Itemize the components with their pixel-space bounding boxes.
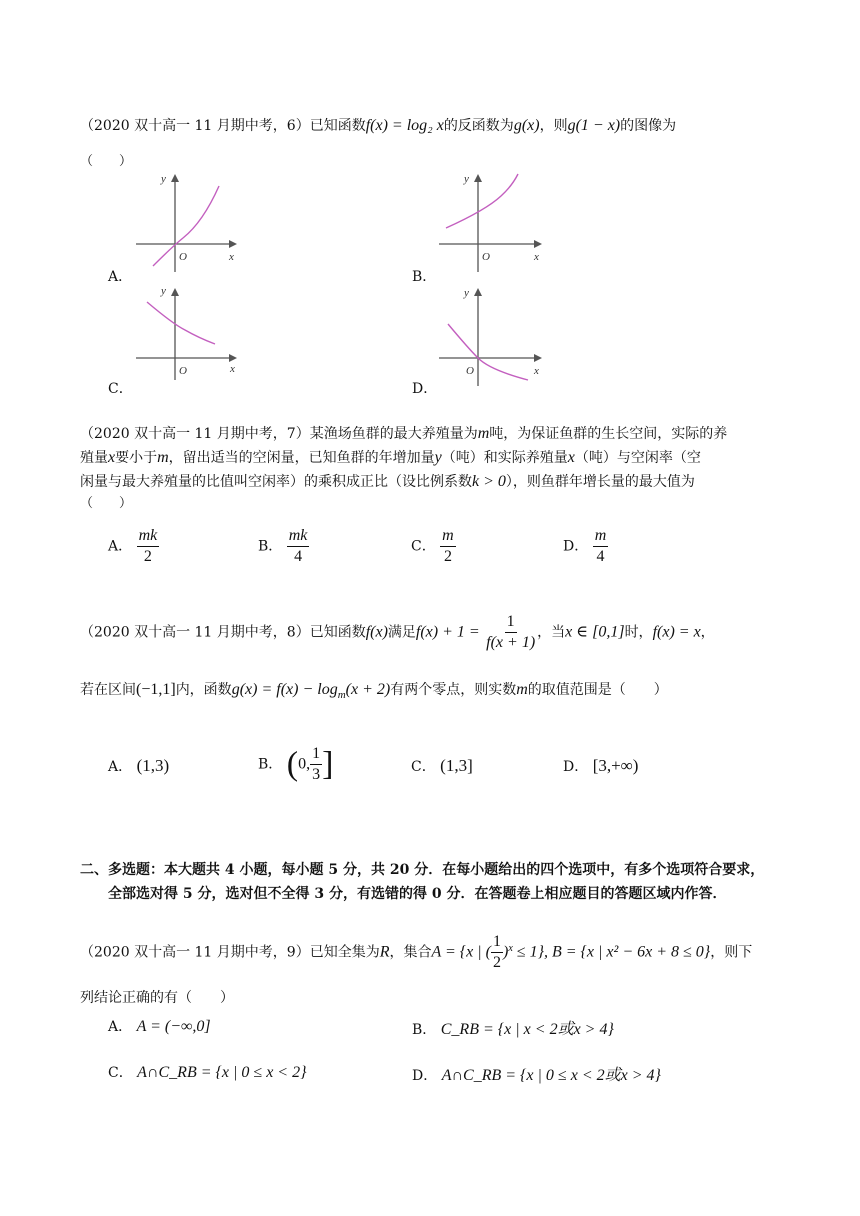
q8-option-b-label: B． — [258, 756, 283, 773]
q9-half-frac — [491, 932, 503, 973]
q7-option-c — [411, 526, 456, 567]
frac-num: 1 — [491, 932, 503, 953]
frac-num: m — [593, 526, 609, 547]
frac-den: 2 — [493, 954, 501, 971]
q9-line2: 列结论正确的有（ ） — [80, 990, 234, 1006]
q6-graph-c — [133, 282, 245, 382]
frac-den: 4 — [596, 548, 605, 565]
q7-line1 — [80, 422, 727, 446]
origin-label: O — [179, 251, 187, 263]
q8-option-c-label: C． — [411, 759, 436, 775]
q8-mid: 满足 — [387, 624, 416, 641]
axis-y-label: y — [161, 285, 166, 297]
q9-var-r: R — [379, 943, 390, 961]
q8-gtail: (x + 2) — [345, 681, 391, 698]
q8-frac — [484, 612, 537, 653]
q7-var-m-2: m — [157, 449, 169, 466]
axis-x-label: x — [229, 251, 234, 263]
q9-set-tail: ≤ 1}, B = {x | x² − 6x + 8 ≤ 0} — [512, 943, 711, 961]
q7-var-m: m — [477, 425, 490, 442]
frac-den: f(x + 1) — [486, 634, 536, 651]
q8-option-a — [108, 756, 169, 776]
q8-option-b-pre: 0, — [298, 755, 311, 773]
q8-text-2d: 的取值范围是（ ） — [527, 682, 668, 698]
q7-text-1b: 吨，为保证鱼群的生长空间，实际的养 — [489, 426, 728, 442]
q8-when: ，当 — [537, 624, 566, 641]
q9-set-a-pre: A = {x | ( — [431, 943, 491, 961]
q8-option-c-value: (1,3] — [440, 756, 473, 775]
q6-option-b-label: B． — [412, 269, 437, 285]
q7-option-d-label: D． — [563, 538, 589, 555]
axis-y-label: y — [464, 287, 469, 299]
q9-option-d-label: D． — [412, 1068, 438, 1084]
axis-x-label: x — [230, 363, 235, 375]
q6-option-d-label: D． — [412, 381, 438, 397]
q6-mid: 的反函数为 — [443, 118, 514, 134]
section2-heading-line2: 全部选对得 5 分，选对但不全得 3 分，有选错的得 0 分．在答题卷上相应题目的答题区域内作答． — [108, 886, 727, 902]
q9-option-c-value: A∩C_RB = {x | 0 ≤ x < 2} — [137, 1064, 307, 1081]
q8-text-2b: 内，函数 — [175, 682, 232, 698]
q8-text-2c: 有两个零点，则实数 — [390, 682, 517, 698]
q6-option-c-label: C． — [108, 381, 133, 397]
q9-option-a — [108, 1016, 211, 1036]
q8-lhs: f(x) + 1 = — [415, 623, 480, 641]
q7-option-b-label: B． — [258, 538, 283, 555]
section2-heading-line1: 二、多选题：本大题共 4 小题，每小题 5 分，共 20 分．在每小题给出的四个选项中，有多个选项符合要求， — [80, 862, 765, 878]
frac-den: 2 — [143, 548, 152, 565]
frac-num: mk — [287, 526, 310, 547]
q7-k-condition: k > 0 — [472, 473, 506, 490]
frac-den: 4 — [294, 548, 303, 565]
q8-var-m: m — [516, 681, 528, 698]
origin-label: O — [466, 365, 474, 377]
q8-line1 — [80, 612, 715, 653]
q8-shi: 时， — [624, 624, 653, 641]
frac-den: 3 — [312, 766, 321, 783]
frac-num: 1 — [505, 612, 517, 633]
q6-stem — [80, 114, 676, 138]
q7-line3 — [80, 470, 695, 494]
q9-exponent: x — [508, 942, 513, 954]
q6-graph-a — [133, 168, 243, 278]
q9-option-a-value: A = (−∞,0] — [136, 1018, 211, 1035]
q8-option-b-left-paren: ( — [286, 745, 299, 783]
q7-text-2c: ，留出适当的空闲量，已知鱼群的年增加量 — [168, 450, 435, 466]
q8-line2 — [80, 678, 668, 707]
axis-x-label: x — [534, 251, 539, 263]
q8-option-a-value: (1,3) — [136, 756, 170, 775]
q7-option-c-label: C． — [411, 538, 436, 555]
q8-option-d-label: D． — [563, 759, 589, 775]
q6-g1x: g(1 − x) — [567, 117, 621, 134]
origin-label: O — [179, 365, 187, 377]
q7-option-a — [108, 526, 159, 567]
q7-text-2d: （吨）和实际养殖量 — [441, 450, 568, 466]
q9-option-b — [412, 1016, 614, 1039]
q7-var-y: y — [434, 449, 442, 466]
q7-text-2e: （吨）与空闲率（空 — [574, 450, 701, 466]
q7-text-1: （2020 双十高一 11 月期中考，7）某渔场鱼群的最大养殖量为 — [80, 426, 478, 442]
q7-option-b — [258, 526, 309, 567]
q9-option-d-value: A∩C_RB = {x | 0 ≤ x < 2或x > 4} — [441, 1067, 661, 1084]
q7-answer-paren: （ ） — [80, 496, 133, 511]
q7-text-3a: 闲量与最大养殖量的比值叫空闲率）的乘积成正比（设比例系数 — [80, 474, 472, 490]
q9-mid: ，集合 — [389, 944, 432, 961]
q8-fx: f(x) — [365, 623, 388, 641]
q9-option-b-label: B． — [412, 1022, 437, 1038]
q9-prefix: （2020 双十高一 11 月期中考，9）已知全集为 — [80, 944, 380, 961]
q7-line2 — [80, 446, 701, 470]
q7-text-2b: 要小于 — [115, 450, 158, 466]
q7-var-x: x — [108, 449, 116, 466]
q8-condition: x ∈ [0,1] — [565, 623, 625, 641]
q7-text-2a: 殖量 — [80, 450, 108, 466]
q8-comma: ， — [700, 624, 715, 641]
q7-option-b-frac — [287, 526, 310, 567]
q8-fx-eq: f(x) = x — [652, 623, 701, 641]
q7-option-d-frac — [593, 526, 609, 567]
q6-g-expr: g(x) — [513, 117, 540, 134]
q8-option-b — [258, 744, 333, 785]
q9-option-d — [412, 1062, 661, 1085]
q6-then: ，则 — [539, 118, 568, 134]
frac-num: 1 — [310, 744, 322, 765]
q6-option-a-label: A． — [108, 269, 133, 285]
q8-option-a-label: A． — [108, 759, 133, 775]
axis-y-label: y — [161, 173, 166, 185]
q6-graph-d — [436, 282, 548, 392]
q6-graph-b — [436, 168, 548, 278]
q8-option-b-right-bracket: ] — [322, 745, 334, 783]
q6-prefix: （2020 双十高一 11 月期中考，6）已知函数 — [80, 118, 366, 134]
q8-text-2a: 若在区间 — [80, 682, 136, 698]
q9-option-c — [108, 1062, 307, 1082]
frac-num: mk — [137, 526, 160, 547]
q9-option-c-label: C． — [108, 1065, 133, 1081]
q9-line1 — [80, 932, 752, 973]
origin-label: O — [482, 251, 490, 263]
q6-answer-paren: （ ） — [80, 154, 133, 169]
q8-option-c — [411, 756, 473, 776]
axis-x-label: x — [534, 365, 539, 377]
q7-option-a-label: A． — [108, 538, 133, 555]
q8-interval: (−1,1] — [136, 681, 176, 698]
q6-f-expr: f(x) = log₂ x — [365, 117, 444, 134]
q7-option-d — [563, 526, 608, 567]
q9-set-a-post: ) — [503, 943, 509, 961]
q8-log-base: m — [337, 688, 346, 701]
q7-option-a-frac — [137, 526, 160, 567]
q7-option-c-frac — [440, 526, 456, 567]
q7-var-x-2: x — [567, 449, 575, 466]
q8-option-b-frac — [310, 744, 322, 785]
q9-option-a-label: A． — [108, 1019, 133, 1035]
q8-gx: g(x) = f(x) − log — [231, 681, 338, 698]
q9-suffix: ，则下 — [710, 944, 753, 961]
q9-option-b-value: C_RB = {x | x < 2或x > 4} — [440, 1021, 614, 1038]
q7-text-3b: ），则鱼群年增长量的最大值为 — [505, 474, 695, 490]
frac-num: m — [440, 526, 456, 547]
q6-suffix: 的图像为 — [620, 118, 677, 134]
frac-den: 2 — [443, 548, 452, 565]
q8-option-d-value: [3,+∞) — [592, 756, 639, 775]
q8-option-d — [563, 756, 638, 776]
q8-prefix: （2020 双十高一 11 月期中考，8）已知函数 — [80, 624, 366, 641]
axis-y-label: y — [464, 173, 469, 185]
